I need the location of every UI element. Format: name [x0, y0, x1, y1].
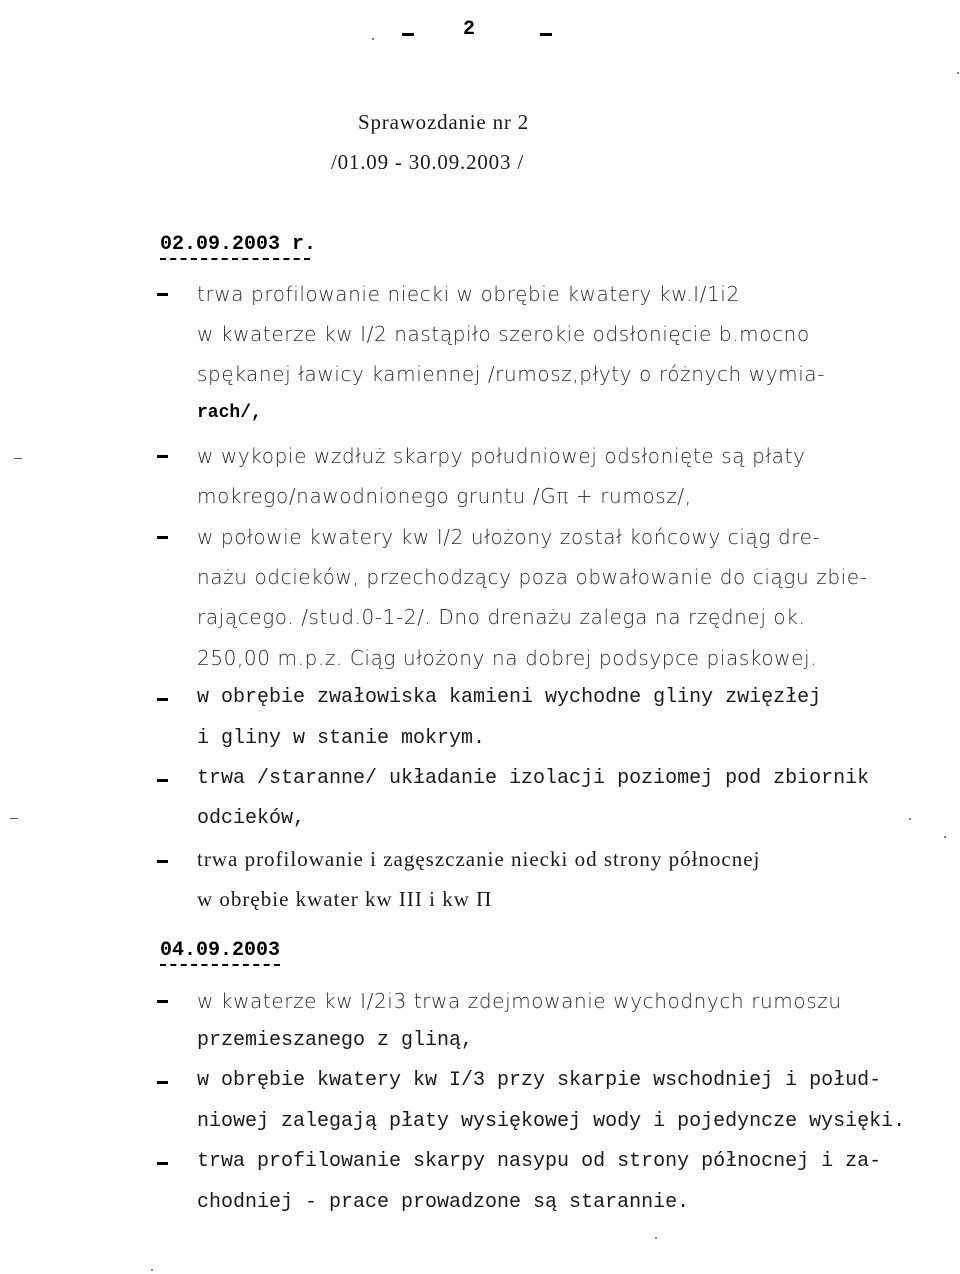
- bullet-dash: [157, 1000, 168, 1003]
- scan-speck: [10, 818, 18, 819]
- text-line: przemieszanego z gliną,: [197, 1029, 474, 1052]
- text-line: odcieków,: [197, 807, 306, 830]
- report-period: /01.09 - 30.09.2003 /: [331, 150, 524, 174]
- text-line: w kwaterze kw I/2 nastąpiło szerokie odsłonięcie b.mocno: [197, 322, 810, 346]
- page-number-right-dash: [540, 33, 552, 36]
- bullet-dash: [157, 779, 168, 782]
- text-line: i gliny w stanie mokrym.: [197, 727, 486, 750]
- text-line: spękanej ławicy kamiennej /rumosz,płyty o różnych wymia-: [197, 362, 826, 386]
- text-line: niowej zalegają płaty wysiękowej wody i pojedyncze wysięki.: [197, 1110, 906, 1133]
- bullet-dash: [157, 698, 168, 701]
- text-line: 250,00 m.p.z. Ciąg ułożony na dobrej podsypce piaskowej.: [197, 646, 818, 670]
- scan-speck: [909, 818, 911, 820]
- bullet-dash: [157, 293, 168, 296]
- text-line: w obrębie zwałowiska kamieni wychodne gliny zwięzłej: [197, 686, 822, 709]
- page-number-left-dash: [402, 33, 414, 36]
- page-number: 2: [463, 18, 476, 41]
- bullet-dash: [157, 536, 168, 539]
- bullet-dash: [157, 860, 168, 863]
- text-line: mokrego/nawodnionego gruntu /Gπ + rumosz/,: [197, 484, 692, 508]
- text-line: rach/,: [197, 403, 262, 423]
- bullet-dash: [157, 1162, 168, 1165]
- text-line: rającego. /stud.0-1-2/. Dno drenażu zalega na rzędnej ok.: [197, 605, 806, 629]
- bullet-dash: [157, 455, 168, 458]
- report-title: Sprawozdanie nr 2: [358, 110, 530, 134]
- section-date-1: 02.09.2003 r.: [160, 233, 317, 256]
- section-date-1-underline: [160, 258, 310, 260]
- scan-speck: [655, 1237, 657, 1239]
- text-line: w obrębie kwater kw III i kw Π: [197, 887, 493, 911]
- text-line: w obrębie kwatery kw I/3 przy skarpie wschodniej i połud-: [197, 1069, 882, 1092]
- text-line: w połowie kwatery kw I/2 ułożony został końcowy ciąg dre-: [197, 525, 821, 549]
- scan-speck: [957, 72, 959, 74]
- section-date-2-underline: [160, 964, 280, 966]
- scan-speck: [372, 38, 374, 40]
- section-date-2: 04.09.2003: [160, 939, 281, 962]
- text-line: w wykopie wzdłuż skarpy południowej odsłonięte są płaty: [197, 444, 806, 468]
- text-line: w kwaterze kw I/2i3 trwa zdejmowanie wychodnych rumoszu: [197, 989, 842, 1013]
- text-line: trwa profilowanie skarpy nasypu od strony północnej i za-: [197, 1150, 882, 1173]
- text-line: trwa profilowanie i zagęszczanie niecki od strony północnej: [197, 847, 761, 871]
- text-line: chodniej - prace prowadzone są starannie.: [197, 1191, 690, 1214]
- text-line: nażu odcieków, przechodzący poza obwałowanie do ciągu zbie-: [197, 565, 868, 589]
- scan-speck: [944, 836, 946, 838]
- text-line: trwa /staranne/ układanie izolacji poziomej pod zbiornik: [197, 767, 870, 790]
- text-line: trwa profilowanie niecki w obrębie kwatery kw.I/1i2: [197, 282, 740, 306]
- scan-speck: [14, 458, 22, 459]
- scan-speck: [151, 1269, 153, 1271]
- bullet-dash: [157, 1081, 168, 1084]
